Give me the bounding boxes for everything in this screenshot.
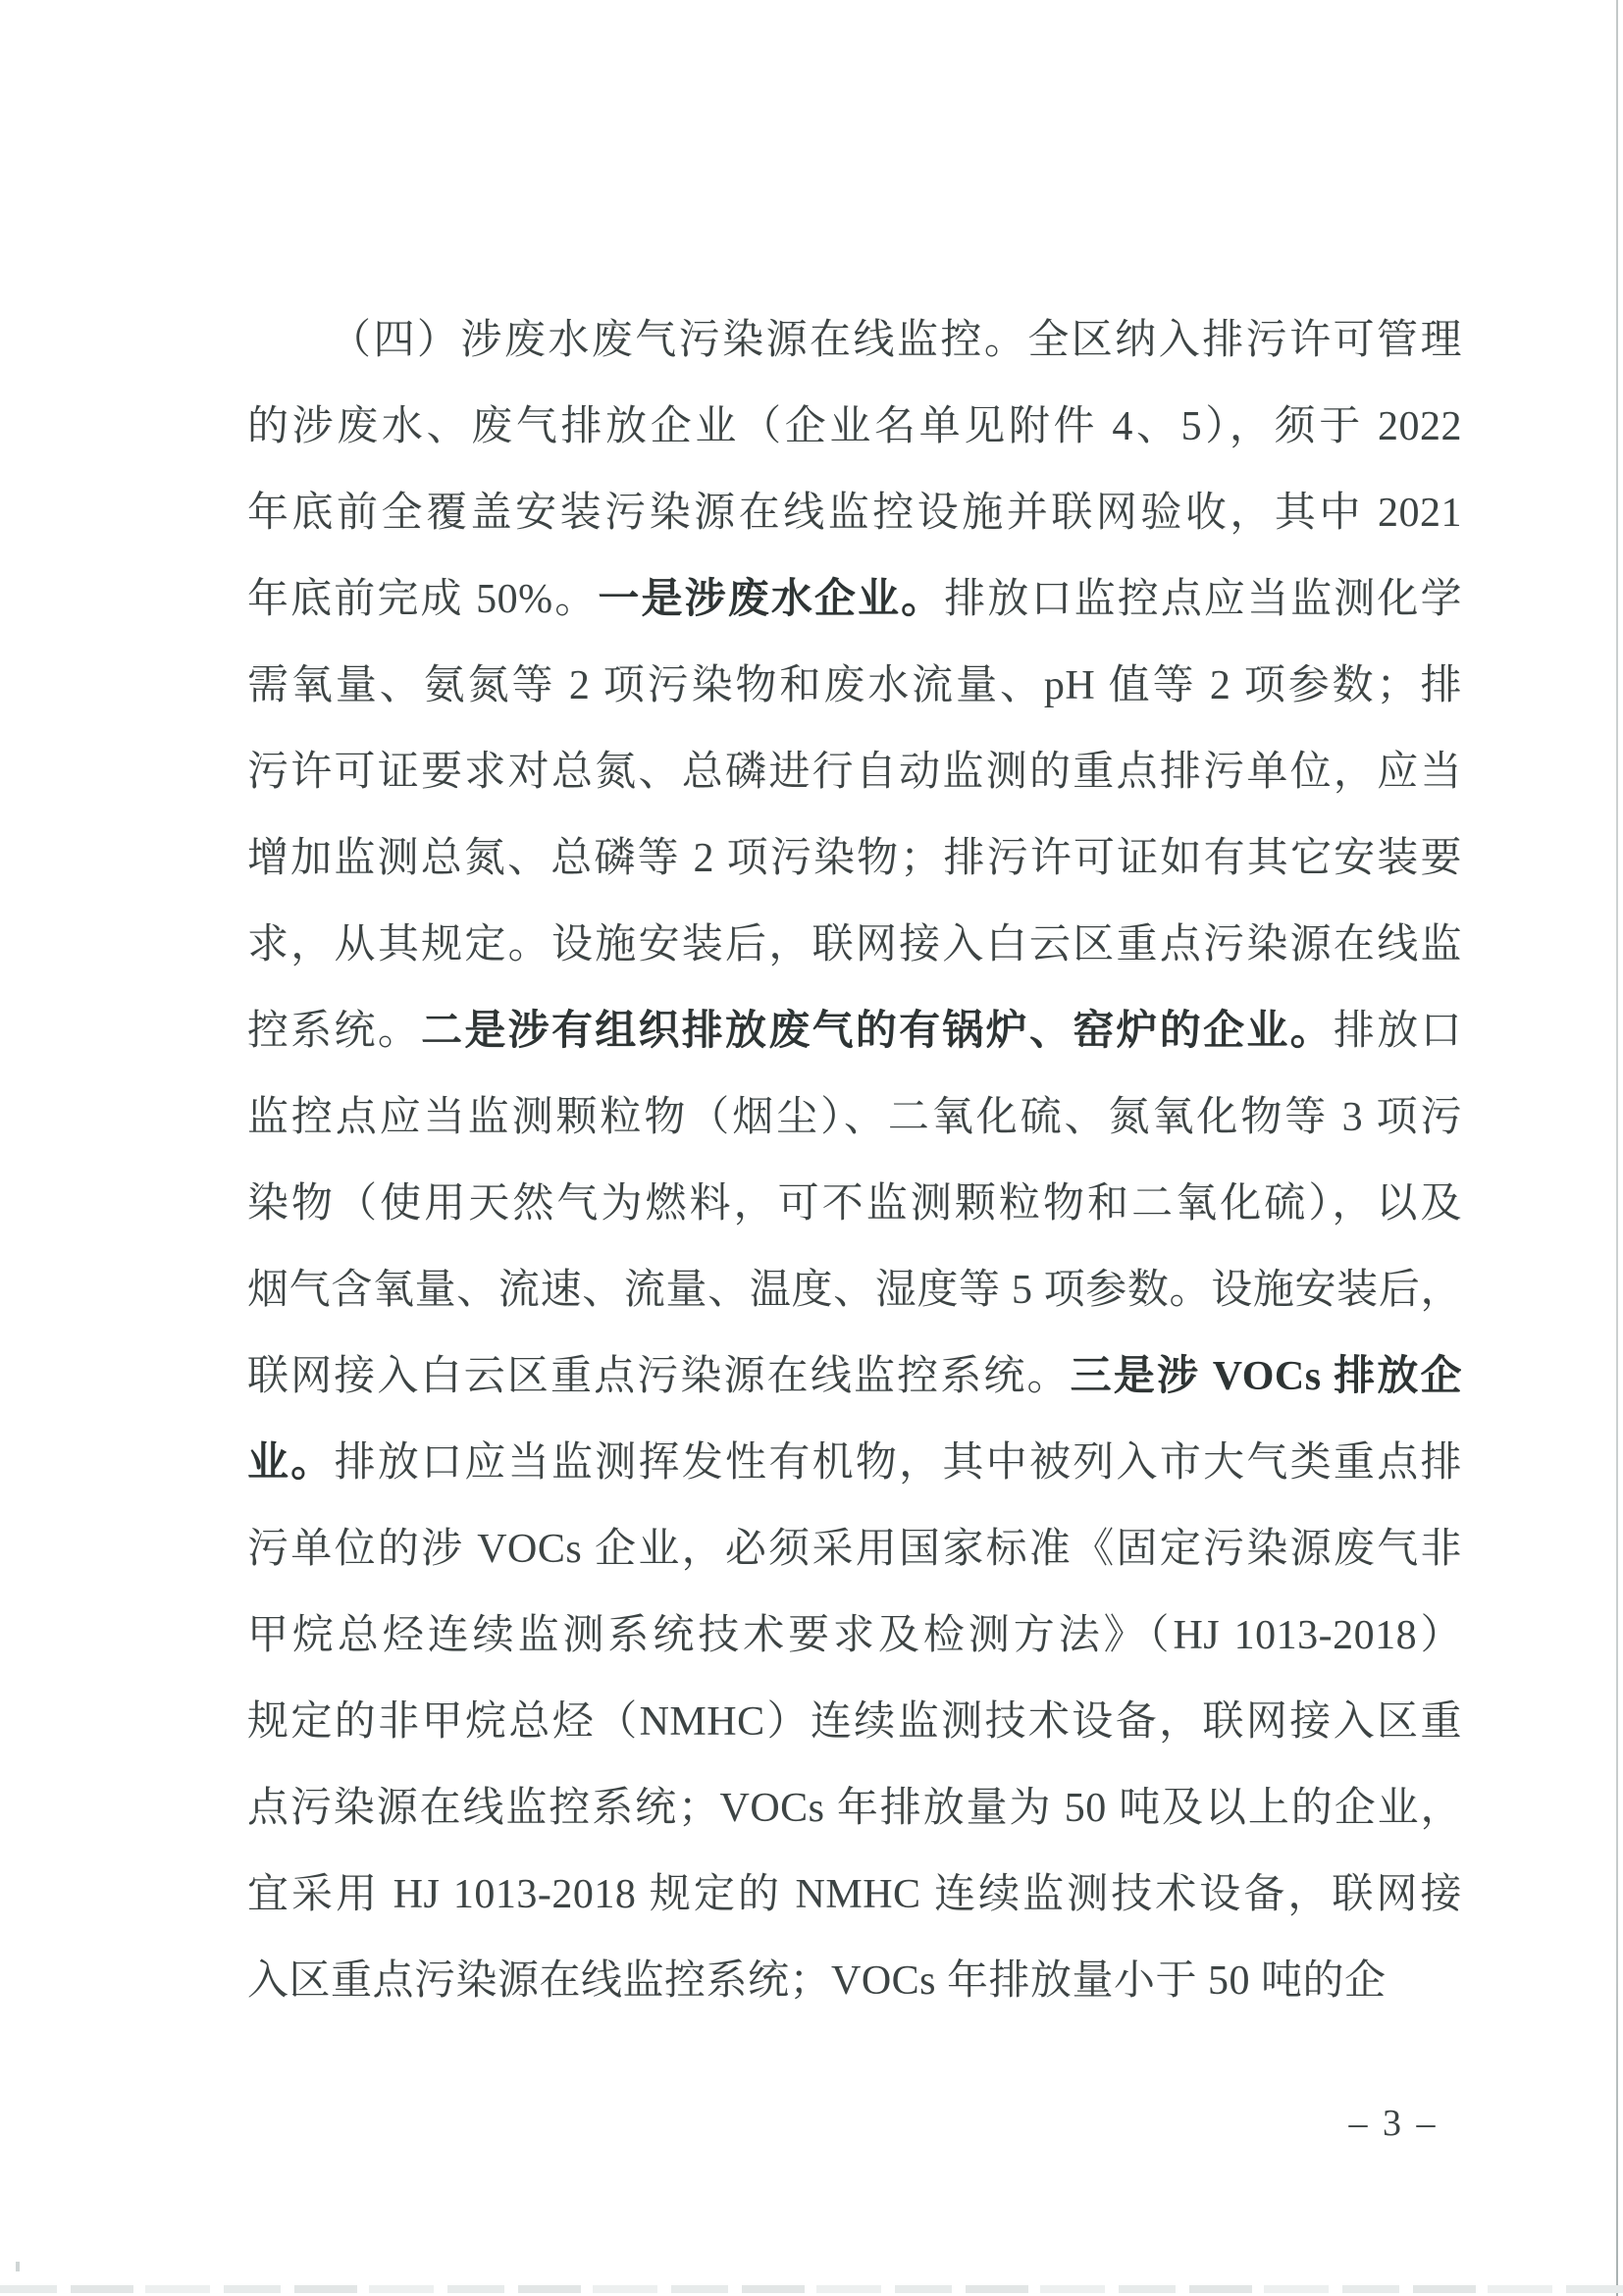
- text-line: [247, 815, 1462, 902]
- text-line: [247, 1679, 1462, 1765]
- body-text: 的涉废水、废气排放企业（企业名单见附件 4、5），须于 2022: [247, 404, 1462, 449]
- text-line: [247, 1938, 1462, 2024]
- body-text: 联网接入白云区重点污染源在线监控系统。: [247, 1354, 1071, 1399]
- body-text: 染物（使用天然气为燃料，可不监测颗粒物和二氧化硫），以及: [247, 1181, 1462, 1226]
- body-text: 年底前完成 50%。: [247, 577, 599, 622]
- text-line: [247, 643, 1462, 729]
- text-line: [247, 1420, 1462, 1506]
- page-number: – 3 –: [1348, 2103, 1439, 2144]
- scan-artifact-left-speck: [16, 2262, 20, 2271]
- body-text: 排放口: [1333, 1009, 1462, 1054]
- body-text: 宜采用 HJ 1013-2018 规定的 NMHC 连续监测技术设备，联网接: [247, 1872, 1462, 1917]
- text-line: [247, 729, 1462, 815]
- body-text: 需氧量、氨氮等 2 项污染物和废水流量、pH 值等 2 项参数；排: [247, 663, 1462, 708]
- text-line: [247, 1247, 1462, 1333]
- body-text: （四）涉废水废气污染源在线监控。全区纳入排污许可管理: [330, 318, 1462, 363]
- body-text: 烟气含氧量、流速、流量、温度、湿度等 5 项参数。设施安装后，: [247, 1268, 1462, 1313]
- body-text: 年底前全覆盖安装污染源在线监控设施并联网验收，其中 2021: [247, 491, 1462, 536]
- text-line: [247, 470, 1462, 556]
- scan-artifact-bottom-edge: [0, 2285, 1623, 2293]
- emphasis-text: 三是涉 VOCs 排放企: [1070, 1354, 1462, 1399]
- emphasis-text: 一是涉废水企业。: [598, 577, 945, 622]
- body-text: 排放口监控点应当监测化学: [944, 577, 1462, 622]
- body-text: 甲烷总烃连续监测系统技术要求及检测方法》（HJ 1013-2018）: [247, 1613, 1462, 1658]
- body-text: 规定的非甲烷总烃（NMHC）连续监测技术设备，联网接入区重: [247, 1699, 1462, 1745]
- body-text: 求，从其规定。设施安装后，联网接入白云区重点污染源在线监: [247, 922, 1462, 967]
- text-line: [247, 1161, 1462, 1247]
- emphasis-text: 业。: [247, 1440, 335, 1486]
- text-line: [247, 902, 1462, 988]
- body-text: 监控点应当监测颗粒物（烟尘）、二氧化硫、氮氧化物等 3 项污: [247, 1095, 1462, 1140]
- paragraph-block: [247, 297, 1462, 2024]
- body-text: 污单位的涉 VOCs 企业，必须采用国家标准《固定污染源废气非: [247, 1527, 1462, 1572]
- text-line: [247, 297, 1462, 384]
- text-line: [247, 1333, 1462, 1420]
- body-text: 入区重点污染源在线监控系统；VOCs 年排放量小于 50 吨的企: [247, 1958, 1387, 2004]
- body-text: 增加监测总氮、总磷等 2 项污染物；排污许可证如有其它安装要: [247, 836, 1462, 881]
- text-line: [247, 1765, 1462, 1852]
- body-text: 控系统。: [247, 1009, 422, 1054]
- body-text: 污许可证要求对总氮、总磷进行自动监测的重点排污单位，应当: [247, 750, 1462, 795]
- body-text: 排放口应当监测挥发性有机物，其中被列入市大气类重点排: [334, 1440, 1462, 1486]
- text-line: [247, 988, 1462, 1074]
- text-line: [247, 1852, 1462, 1938]
- text-line: [247, 1592, 1462, 1679]
- text-line: [247, 384, 1462, 470]
- text-line: [247, 1074, 1462, 1161]
- emphasis-text: 二是涉有组织排放废气的有锅炉、窑炉的企业。: [421, 1009, 1334, 1054]
- text-line: [247, 556, 1462, 643]
- body-text: 点污染源在线监控系统；VOCs 年排放量为 50 吨及以上的企业，: [247, 1786, 1462, 1831]
- text-line: [247, 1506, 1462, 1592]
- scan-artifact-right-edge: [1616, 0, 1618, 2296]
